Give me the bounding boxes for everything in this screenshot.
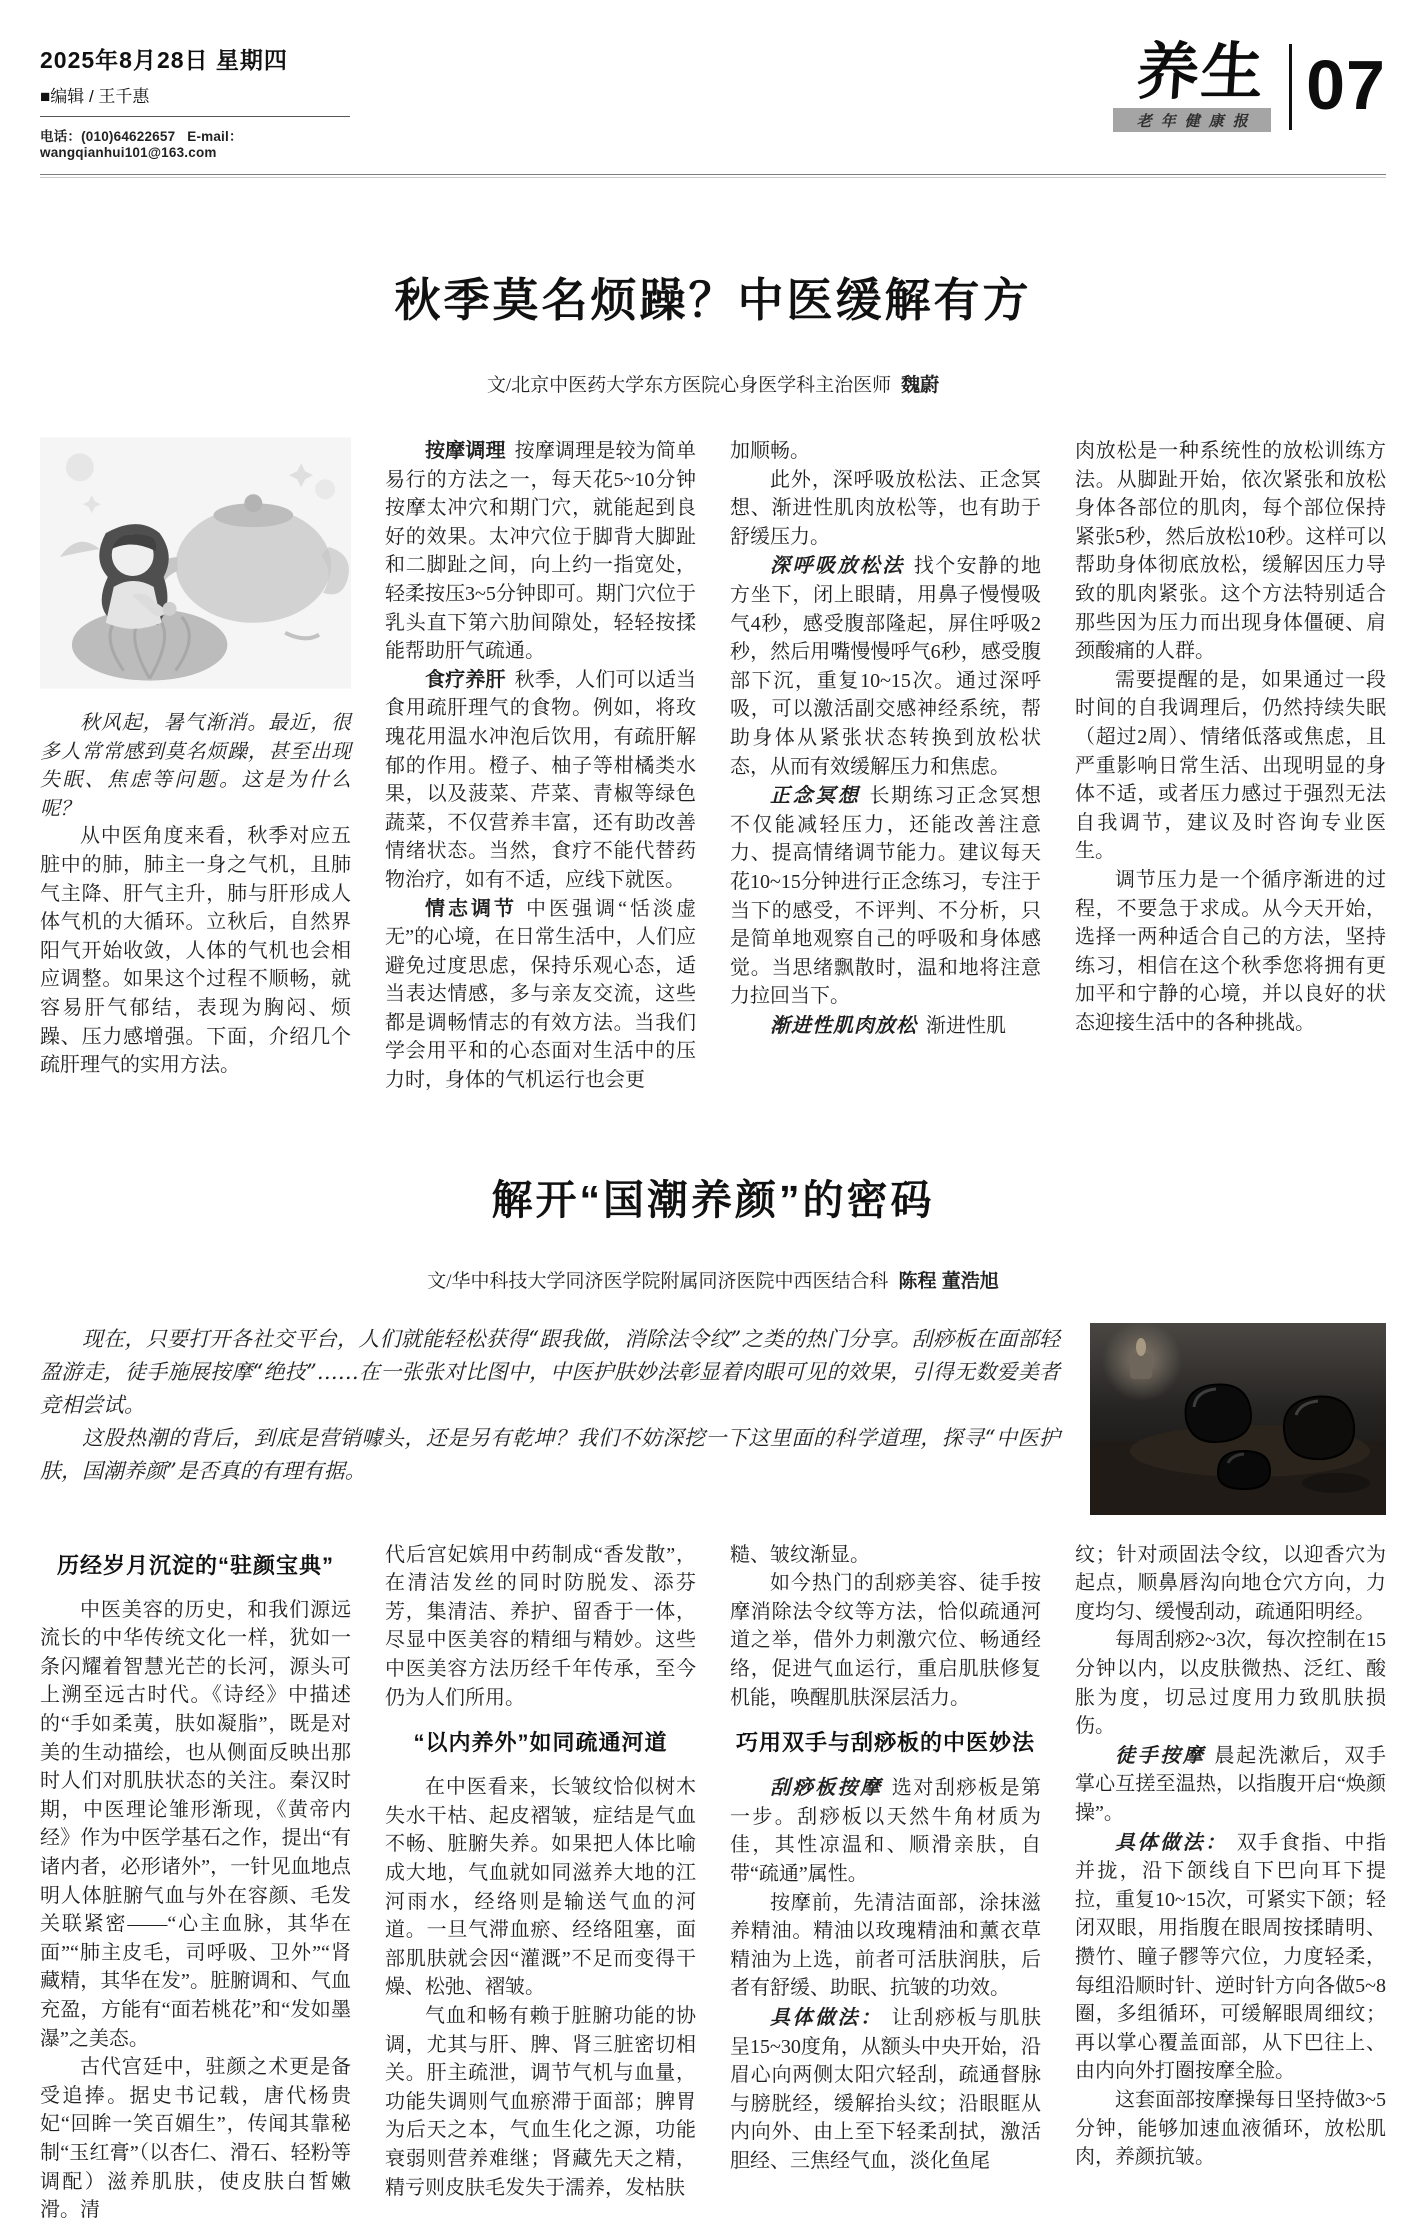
paragraph: 此外，深呼吸放松法、正念冥想、渐进性肌肉放松等，也有助于舒缓压力。 — [730, 468, 1041, 548]
article2-intro — [40, 1323, 1060, 1488]
runin-head-breathing: 深呼吸放松法 — [770, 553, 905, 578]
paragraph-steps — [1075, 1828, 1386, 2086]
article1-columns — [40, 437, 1386, 1095]
subhead-methods: 巧用双手与刮痧板的中医妙法 — [735, 1730, 1035, 1756]
runin-head-mood: 情志调节 — [425, 897, 518, 920]
author-name: 魏蔚 — [901, 375, 940, 396]
paragraph-mood — [385, 895, 696, 1095]
top-rule — [40, 174, 1386, 178]
paragraph: 从中医角度来看，秋季对应五脏中的肺，肺主一身之气机，且肺气主降、肝气主升，肺与肝形成人体气机的大循环。立秋后，自然界阳气开始收敛，人体的气机也会相应调整。如果这个过程不顺畅，就容易肝气郁结，表现为胸闷、烦躁、压力感增强。下面，介绍几个疏肝理气的实用方法。 — [40, 825, 351, 1077]
header-divider-line — [40, 116, 350, 117]
subhead-inner-nourish: “以内养外”如同疏通河道 — [413, 1730, 668, 1756]
paragraph-text: 双手食指、中指并拢，沿下颌线自下巴向耳下提拉，重复10~15次，可紧实下颌；轻闭双眼，用指腹在眼周按揉睛明、攒竹、瞳子髎等穴位，力度轻柔，每组沿顺时针、逆时针方向各做5~8圈，多组循环，可缓解眼周细纹；再以掌心覆盖面部，从下巴往上、由内向外打圈按摩全脸。 — [1075, 1831, 1387, 2083]
article1-byline — [40, 370, 1386, 397]
girl-teapot-illustration — [40, 437, 351, 689]
article-autumn-irritability — [40, 264, 1386, 1095]
runin-head-massage: 按摩调理 — [425, 440, 506, 462]
paragraph-breath — [730, 551, 1041, 781]
paragraph-pmr — [730, 1011, 1041, 1041]
paragraph-text: 渐进性肌 — [926, 1014, 1006, 1037]
paragraph: 按摩前，先清洁面部，涂抹滋养精油。精油以玫瑰精油和薰衣草精油为上选，前者可活肤润肤，后者有舒缓、助眠、抗皱的功效。 — [730, 1891, 1041, 2000]
runin-head-guasha: 刮痧板按摩 — [770, 1775, 883, 1800]
editor-text: ■编辑 / 王千惠 — [40, 87, 150, 106]
column-4 — [1075, 437, 1386, 1095]
section-block — [1113, 38, 1271, 132]
paragraph-steps — [730, 2003, 1041, 2176]
article2-title: 解开“国潮养颜”的密码 — [491, 1176, 935, 1223]
continuation-paragraph: 加顺畅。 — [730, 440, 810, 462]
runin-head-pmr: 渐进性肌肉放松 — [770, 1012, 917, 1037]
contact-line — [40, 125, 350, 160]
runin-head-steps: 具体做法： — [770, 2004, 883, 2029]
paragraph-guasha — [730, 1773, 1041, 1888]
header-left — [40, 42, 350, 160]
runin-head-mindfulness: 正念冥想 — [770, 783, 861, 808]
paragraph-text: 中医强调“恬淡虚无”的心境，在日常生活中，人们应避免过度思虑，保持乐观心态，适当表达情感，多与亲友交流，这些都是调畅情志的有效方法。当我们学会用平和的心态面对生活中的压力时，身体的气机运行也会更 — [385, 897, 696, 1092]
vertical-divider — [1289, 44, 1292, 130]
column-3 — [730, 1541, 1041, 2225]
paragraph-text: 按摩调理是较为简单易行的方法之一，每天花5~10分钟按摩太冲穴和期门穴，就能起到良好的效果。太冲穴位于脚背大脚趾和二脚趾之间，向上约一指宽处，轻柔按压3~5分钟即可。期门穴位于乳头直下第六肋间隙处，轻轻按揉能帮助肝气疏通。 — [385, 440, 697, 663]
masthead-banner: 老年健康报 — [1113, 108, 1271, 132]
paragraph-text: 选对刮痧板是第一步。刮痧板以天然牛角材质为佳，其性凉温和、顺滑亲肤，自带“疏通”属性。 — [730, 1777, 1042, 1885]
intro-paragraph: 这股热潮的背后，到底是营销噱头，还是另有乾坤？我们不妨深挖一下这里面的科学道理，探寻“中医护肤，国潮养颜”是否真的有理有据。 — [40, 1425, 1060, 1483]
byline-affiliation: 文/北京中医药大学东方医院心身医学科主治医师 — [486, 375, 892, 396]
guasha-tools-photo — [1090, 1323, 1386, 1515]
authors-names: 陈程 董浩旭 — [898, 1270, 999, 1292]
paragraph-text: 秋季，人们可以适当食用疏肝理气的食物。例如，将玫瑰花用温水冲泡后饮用，有疏肝解郁的作用。橙子、柚子等柑橘类水果，以及菠菜、芹菜、青椒等绿色蔬菜，不仅营养丰富，还有助改善情绪状态。当然，食疗不能代替药物治疗，如有不适，应线下就医。 — [385, 668, 697, 891]
intro-paragraph: 现在，只要打开各社交平台，人们就能轻松获得“跟我做，消除法令纹”之类的热门分享。刮痧板在面部轻盈游走，徒手施展按摩“绝技”……在一张张对比图中，中医护肤妙法彰显着肉眼可见的效果，引得无数爱美者竞相尝试。 — [40, 1326, 1060, 1417]
paragraph-text: 找个安静的地方坐下，闭上眼睛，用鼻子慢慢吸气4秒，感受腹部隆起，屏住呼吸2秒，然后用嘴慢慢呼气6秒，感受腹部下沉，重复10~15次。通过深呼吸，可以激活副交感神经系统，帮助身体从紧张状态转换到放松状态，从而有效缓解压力和焦虑。 — [730, 555, 1042, 778]
lead-paragraph: 秋风起，暑气渐消。最近，很多人常常感到莫名烦躁，甚至出现失眠、焦虑等问题。这是为什么呢？ — [40, 710, 351, 820]
byline-affiliation: 文/华中科技大学同济医学院附属同济医院中西医结合科 — [427, 1270, 889, 1292]
continuation-paragraph: 肉放松是一种系统性的放松训练方法。从脚趾开始，依次紧张和放松身体各部位的肌肉，每个部位保持紧张5秒，然后放松10秒。这样可以帮助身体彻底放松，缓解因压力导致的肌肉紧张。这个方法特别适合那些因为压力而出现身体僵硬、肩颈酸痛的人群。 — [1075, 440, 1386, 663]
column-1 — [40, 437, 351, 1095]
paragraph: 如今热门的刮痧美容、徒手按摩消除法令纹等方法，恰似疏通河道之举，借外力刺激穴位、畅通经络，促进气血运行，重启肌肤修复机能，唤醒肌肤深层活力。 — [730, 1572, 1041, 1709]
paragraph: 每周刮痧2~3次，每次控制在15分钟以内，以皮肤微热、泛红、酸胀为度，切忌过度用力致肌肤损伤。 — [1075, 1629, 1386, 1738]
paragraph: 需要提醒的是，如果通过一段时间的自我调理后，仍然持续失眠（超过2周）、情绪低落或焦虑，且严重影响日常生活、出现明显的身体不适，或者压力感过于强烈无法自我调节，建议及时咨询专业医生。 — [1075, 668, 1386, 863]
article2-columns — [40, 1541, 1386, 2225]
paragraph-hands — [1075, 1741, 1386, 1828]
runin-head-hand-massage: 徒手按摩 — [1115, 1742, 1206, 1767]
page-header — [40, 38, 1386, 160]
column-2 — [385, 437, 696, 1095]
page-number: 07 — [1306, 46, 1386, 124]
phone-text: 电话：(010)64622657 — [40, 129, 176, 144]
paragraph-text: 让刮痧板与肌肤呈15~30度角，从额头中央开始，沿眉心向两侧太阳穴轻刮，疏通督脉与膀胱经，缓解抬头纹；沿眼眶从内向外、由上至下轻柔刮拭，激活胆经、三焦经气血，淡化鱼尾 — [730, 2006, 1042, 2172]
column-1 — [40, 1541, 351, 2225]
paragraph: 古代宫廷中，驻颜之术更是备受追捧。据史书记载，唐代杨贵妃“回眸一笑百媚生”，传闻其靠秘制“玉红膏”（以杏仁、滑石、轻粉等调配）滋养肌肤，使皮肤白皙嫩滑。清 — [40, 2056, 351, 2222]
continuation-paragraph: 纹；针对顽固法令纹，以迎香穴为起点，顺鼻唇沟向地仓穴方向，力度均匀、缓慢刮动，疏通阳明经。 — [1075, 1543, 1386, 1623]
column-4 — [1075, 1541, 1386, 2225]
paragraph-diet — [385, 666, 696, 895]
email-text: E-mail：wangqianhui101@163.com — [40, 129, 243, 160]
paragraph: 在中医看来，长皱纹恰似树木失水干枯、起皮褶皱，症结是气血不畅、脏腑失养。如果把人体比喻成大地，气血就如同滋养大地的江河雨水，经络则是输送气血的河道。一旦气滞血瘀、经络阻塞，面部肌肤就会因“灌溉”不足而变得干燥、松弛、褶皱。 — [385, 1776, 696, 1999]
header-right — [1113, 38, 1386, 132]
article1-title: 秋季莫名烦躁？中医缓解有方 — [394, 274, 1032, 326]
section-title: 养生 — [1134, 38, 1268, 107]
paragraph: 中医美容的历史，和我们源远流长的中华传统文化一样，犹如一条闪耀着智慧光芒的长河，源头可上溯至远古时代。《诗经》中描述的“手如柔荑，肤如凝脂”，既是对美的生动描绘，也从侧面反映出那时人们对肌肤状态的关注。秦汉时期，中医理论雏形渐现，《黄帝内经》作为中医学基石之作，提出“有诸内者，必形诸外”，一针见血地点明人体脏腑气血与外在容颜、毛发关联紧密——“心主血脉，其华在面”“肺主皮毛，司呼吸、卫外”“肾藏精，其华在发”。脏腑调和、气血充盈，方能有“面若桃花”和“发如墨瀑”之美态。 — [40, 1598, 351, 2050]
column-2 — [385, 1541, 696, 2225]
article2-intro-row — [40, 1323, 1386, 1515]
continuation-paragraph: 代后宫妃嫔用中药制成“香发散”，在清洁发丝的同时防脱发、添芬芳，集清洁、养护、留香于一体，尽显中医美容的精细与精妙。这些中医美容方法历经千年传承，至今仍为人们所用。 — [385, 1543, 696, 1709]
paragraph-text: 长期练习正念冥想不仅能减轻压力，还能改善注意力、提高情绪调节能力。建议每天花10~15分钟进行正念练习，专注于当下的感受，不评判、不分析，只是简单地观察自己的呼吸和身体感觉。当思绪飘散时，温和地将注意力拉回当下。 — [730, 785, 1042, 1008]
article2-byline — [40, 1266, 1386, 1293]
continuation-paragraph: 糙、皱纹渐显。 — [730, 1543, 870, 1566]
runin-head-diet: 食疗养肝 — [425, 668, 506, 691]
subhead-history: 历经岁月沉淀的“驻颜宝典” — [56, 1552, 334, 1578]
paragraph-massage — [385, 437, 696, 666]
article-guochao-beauty — [40, 1167, 1386, 2225]
paragraph-text: 晨起洗漱后，双手掌心互搓至温热，以指腹开启“焕颜操”。 — [1075, 1744, 1387, 1824]
paragraph: 这套面部按摩操每日坚持做3~5分钟，能够加速血液循环，放松肌肉，养颜抗皱。 — [1075, 2088, 1386, 2169]
column-3 — [730, 437, 1041, 1095]
date-text: 2025年8月28日 星期四 — [40, 47, 288, 73]
runin-head-steps: 具体做法： — [1115, 1829, 1228, 1854]
paragraph: 调节压力是一个循序渐进的过程，不要急于求成。从今天开始，选择一两种适合自己的方法，坚持练习，相信在这个秋季您将拥有更加平和宁静的心境，并以良好的状态迎接生活中的各种挑战。 — [1075, 868, 1386, 1034]
paragraph: 气血和畅有赖于脏腑功能的协调，尤其与肝、脾、肾三脏密切相关。肝主疏泄，调节气机与血量，功能失调则气血瘀滞于面部；脾胃为后天之本，气血生化之源，功能衰弱则营养难继；肾藏先天之精，精亏则皮肤毛发失于濡养，发枯肤 — [385, 2004, 696, 2199]
paragraph-mindfulness — [730, 781, 1041, 1011]
